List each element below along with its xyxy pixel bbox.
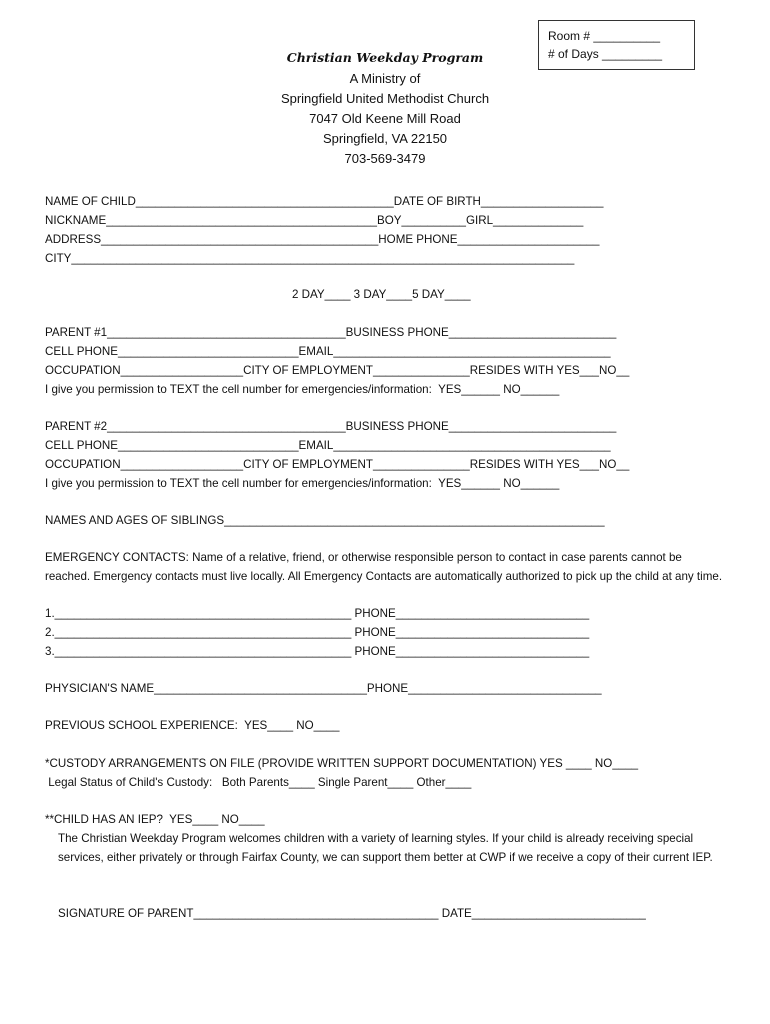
siblings-field[interactable]: NAMES AND AGES OF SIBLINGS___________________________________________________________ (45, 514, 605, 527)
header-city-state: Springfield, VA 22150 (322, 131, 448, 146)
parent2-cell-field[interactable]: CELL PHONE____________________________EMAIL___________________________________________ (45, 439, 611, 452)
previous-school-field[interactable]: PREVIOUS SCHOOL EXPERIENCE: YES____ NO____ (45, 719, 340, 732)
custody-field[interactable]: *CUSTODY ARRANGEMENTS ON FILE (PROVIDE WRITTEN SUPPORT DOCUMENTATION) YES ____ NO____ (45, 757, 639, 770)
emergency-contact-2[interactable]: 2.______________________________________________ PHONE______________________________ (45, 626, 590, 639)
parent1-name-field[interactable]: PARENT #1_____________________________________BUSINESS PHONE__________________________ (45, 326, 617, 339)
nickname-field[interactable]: NICKNAME__________________________________________BOY__________GIRL______________ (45, 214, 584, 227)
signature-field[interactable]: SIGNATURE OF PARENT______________________________________ DATE___________________________ (58, 907, 646, 920)
room-days-box (538, 20, 695, 70)
header-church: Springfield United Methodist Church (280, 91, 490, 106)
header-street: 7047 Old Keene Mill Road (309, 111, 461, 126)
physician-field[interactable]: PHYSICIAN'S NAME_________________________________PHONE______________________________ (45, 682, 602, 695)
address-field[interactable]: ADDRESS___________________________________________HOME PHONE______________________ (45, 233, 600, 246)
child-name-field[interactable]: NAME OF CHILD________________________________________DATE OF BIRTH___________________ (45, 195, 604, 208)
parent2-name-field[interactable]: PARENT #2_____________________________________BUSINESS PHONE__________________________ (45, 420, 617, 433)
iep-field[interactable]: **CHILD HAS AN IEP? YES____ NO____ (45, 813, 265, 826)
program-title: Christian Weekday Program (286, 50, 484, 65)
parent2-text-permission[interactable]: I give you permission to TEXT the cell number for emergencies/information: YES______ NO______ (45, 477, 560, 490)
custody-status-field[interactable]: Legal Status of Child's Custody: Both Parents____ Single Parent____ Other____ (45, 776, 472, 789)
emergency-contact-1[interactable]: 1.______________________________________________ PHONE______________________________ (45, 607, 590, 620)
parent1-cell-field[interactable]: CELL PHONE____________________________EMAIL___________________________________________ (45, 345, 611, 358)
header-ministry: A Ministry of (349, 71, 421, 86)
parent1-text-permission[interactable]: I give you permission to TEXT the cell number for emergencies/information: YES______ NO______ (45, 383, 560, 396)
parent1-occupation-field[interactable]: OCCUPATION___________________CITY OF EMPLOYMENT_______________RESIDES WITH YES___NO__ (45, 364, 630, 377)
emergency-contact-3[interactable]: 3.______________________________________________ PHONE______________________________ (45, 645, 590, 658)
parent2-occupation-field[interactable]: OCCUPATION___________________CITY OF EMPLOYMENT_______________RESIDES WITH YES___NO__ (45, 458, 630, 471)
room-number-field[interactable]: Room # __________ (548, 29, 661, 43)
emergency-contacts-text: EMERGENCY CONTACTS: Name of a relative, friend, or otherwise responsible person to contact in case parents cannot be reached. Emergency contacts must live locally. All Emergency Contacts are automatically authorized to pick up the child at any time. (45, 551, 723, 583)
header-phone: 703-569-3479 (344, 151, 426, 166)
days-selection[interactable]: 2 DAY____ 3 DAY____5 DAY____ (292, 288, 471, 301)
days-count-field[interactable]: # of Days _________ (548, 47, 663, 61)
iep-description: The Christian Weekday Program welcomes children with a variety of learning styles. If your child is already receiving special services, either privately or through Fairfax County, we can support them better at CWP if we receive a copy of their current IEP. (58, 832, 713, 864)
city-field[interactable]: CITY______________________________________________________________________________ (45, 252, 575, 265)
header-block (225, 69, 545, 169)
